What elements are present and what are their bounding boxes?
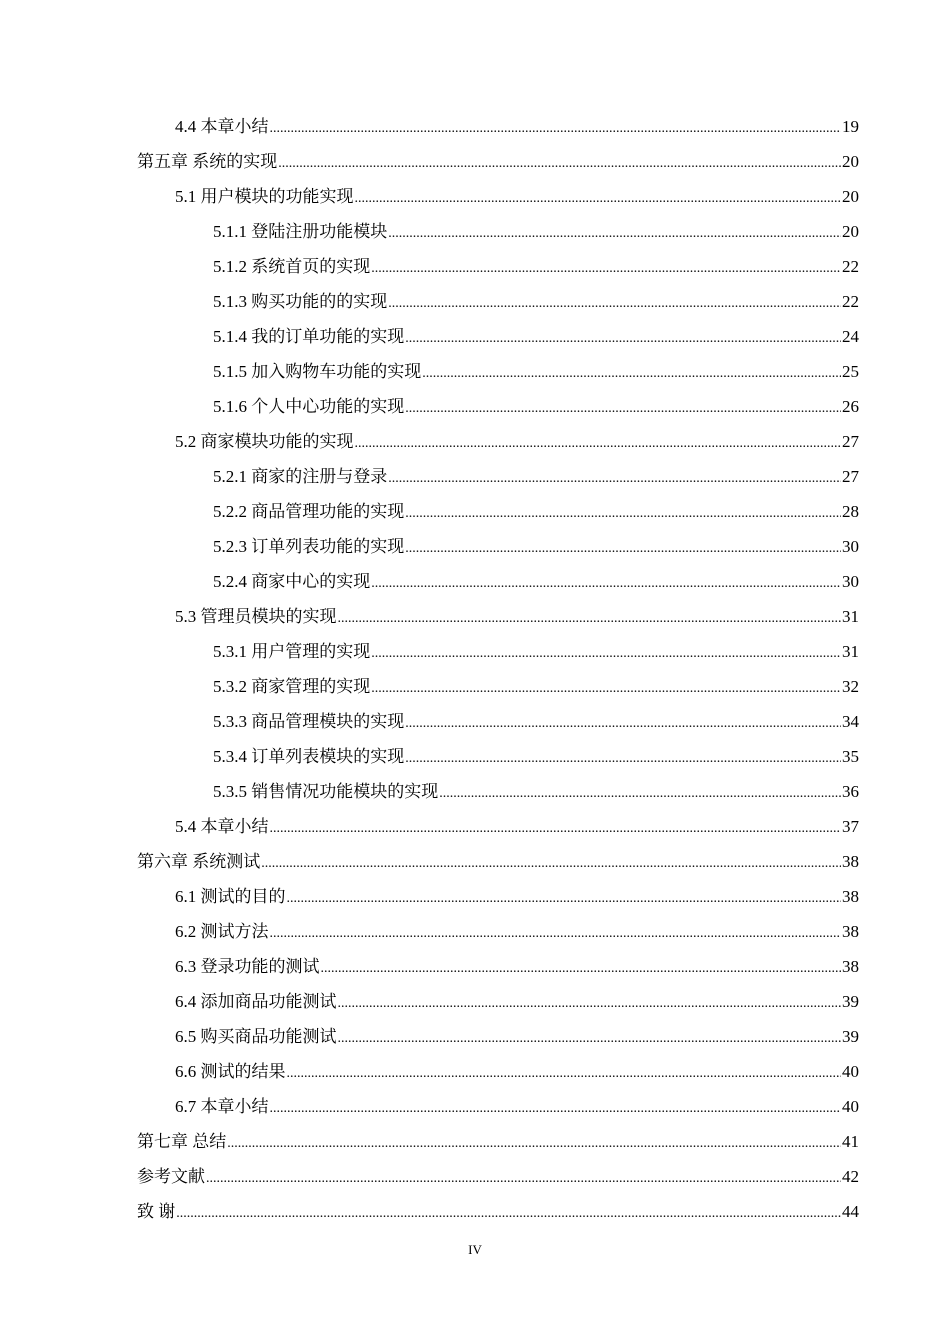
toc-dot-leader <box>405 708 841 738</box>
toc-entry[interactable] <box>137 918 859 953</box>
toc-entry-page: 28 <box>842 502 859 521</box>
toc-entry-title: 5.1 用户模块的功能实现 <box>175 187 354 206</box>
toc-dot-leader <box>388 463 841 493</box>
toc-entry[interactable] <box>137 183 859 218</box>
toc-entry-page: 38 <box>842 922 859 941</box>
toc-entry-title: 5.1.5 加入购物车功能的实现 <box>213 362 422 381</box>
toc-entry[interactable] <box>137 323 859 358</box>
toc-entry[interactable] <box>137 113 859 148</box>
toc-entry[interactable] <box>137 743 859 778</box>
table-of-contents <box>137 113 859 1233</box>
toc-entry[interactable] <box>137 1198 859 1233</box>
toc-entry[interactable] <box>137 1023 859 1058</box>
toc-dot-leader <box>355 183 842 213</box>
toc-dot-leader <box>261 848 841 878</box>
toc-dot-leader <box>405 743 841 773</box>
toc-entry-title: 第五章 系统的实现 <box>137 152 278 171</box>
toc-entry[interactable] <box>137 1058 859 1093</box>
toc-entry-page: 34 <box>842 712 859 731</box>
toc-dot-leader <box>287 1058 842 1088</box>
toc-entry[interactable] <box>137 708 859 743</box>
toc-entry-page: 30 <box>842 572 859 591</box>
toc-entry-title: 5.2.2 商品管理功能的实现 <box>213 502 405 521</box>
toc-entry[interactable] <box>137 1093 859 1128</box>
toc-entry-title: 5.1.6 个人中心功能的实现 <box>213 397 405 416</box>
toc-entry[interactable] <box>137 288 859 323</box>
toc-entry-title: 5.3.5 销售情况功能模块的实现 <box>213 782 439 801</box>
toc-entry[interactable] <box>137 1128 859 1163</box>
toc-entry-title: 5.2 商家模块功能的实现 <box>175 432 354 451</box>
toc-dot-leader <box>439 778 841 808</box>
toc-entry-page: 22 <box>842 257 859 276</box>
toc-entry-page: 32 <box>842 677 859 696</box>
toc-entry-page: 30 <box>842 537 859 556</box>
toc-dot-leader <box>371 673 841 703</box>
toc-dot-leader <box>388 288 841 318</box>
toc-entry[interactable] <box>137 428 859 463</box>
toc-entry-title: 6.6 测试的结果 <box>175 1062 286 1081</box>
toc-entry-page: 35 <box>842 747 859 766</box>
toc-dot-leader <box>371 568 841 598</box>
toc-entry[interactable] <box>137 218 859 253</box>
toc-entry[interactable] <box>137 638 859 673</box>
toc-entry-page: 41 <box>842 1132 859 1151</box>
toc-entry-title: 6.1 测试的目的 <box>175 887 286 906</box>
toc-dot-leader <box>371 638 841 668</box>
toc-entry-title: 6.3 登录功能的测试 <box>175 957 320 976</box>
toc-entry-title: 6.2 测试方法 <box>175 922 269 941</box>
toc-entry[interactable] <box>137 953 859 988</box>
toc-entry-title: 4.4 本章小结 <box>175 117 269 136</box>
toc-entry-page: 37 <box>842 817 859 836</box>
toc-entry-title: 5.3.2 商家管理的实现 <box>213 677 371 696</box>
toc-entry[interactable] <box>137 883 859 918</box>
toc-dot-leader <box>287 883 842 913</box>
toc-entry-title: 参考文献 <box>137 1167 205 1186</box>
toc-dot-leader <box>176 1198 841 1228</box>
toc-entry-title: 5.1.2 系统首页的实现 <box>213 257 371 276</box>
toc-dot-leader <box>270 918 842 948</box>
toc-entry-page: 40 <box>842 1097 859 1116</box>
toc-entry-page: 31 <box>842 642 859 661</box>
toc-dot-leader <box>371 253 841 283</box>
toc-entry[interactable] <box>137 673 859 708</box>
toc-entry-page: 42 <box>842 1167 859 1186</box>
toc-entry-title: 5.4 本章小结 <box>175 817 269 836</box>
toc-entry-page: 19 <box>842 117 859 136</box>
toc-entry-page: 39 <box>842 1027 859 1046</box>
toc-entry[interactable] <box>137 813 859 848</box>
toc-entry-page: 31 <box>842 607 859 626</box>
toc-entry-title: 5.3.1 用户管理的实现 <box>213 642 371 661</box>
toc-entry-page: 40 <box>842 1062 859 1081</box>
toc-dot-leader <box>321 953 842 983</box>
toc-entry-page: 38 <box>842 852 859 871</box>
toc-entry[interactable] <box>137 393 859 428</box>
toc-entry[interactable] <box>137 148 859 183</box>
toc-entry[interactable] <box>137 533 859 568</box>
toc-entry[interactable] <box>137 778 859 813</box>
toc-entry-page: 24 <box>842 327 859 346</box>
toc-dot-leader <box>270 813 842 843</box>
toc-entry-title: 第六章 系统测试 <box>137 852 261 871</box>
toc-entry-title: 5.2.3 订单列表功能的实现 <box>213 537 405 556</box>
toc-entry[interactable] <box>137 568 859 603</box>
toc-entry-title: 5.3.3 商品管理模块的实现 <box>213 712 405 731</box>
toc-dot-leader <box>405 393 841 423</box>
toc-dot-leader <box>206 1163 841 1193</box>
toc-entry-title: 5.3.4 订单列表模块的实现 <box>213 747 405 766</box>
toc-entry[interactable] <box>137 253 859 288</box>
toc-dot-leader <box>405 533 841 563</box>
toc-entry-title: 致 谢 <box>137 1202 176 1221</box>
toc-entry-page: 27 <box>842 467 859 486</box>
toc-dot-leader <box>355 428 842 458</box>
toc-entry-title: 5.1.4 我的订单功能的实现 <box>213 327 405 346</box>
toc-entry-title: 5.2.1 商家的注册与登录 <box>213 467 388 486</box>
toc-entry[interactable] <box>137 1163 859 1198</box>
toc-dot-leader <box>338 988 842 1018</box>
toc-dot-leader <box>270 113 842 143</box>
toc-entry-page: 20 <box>842 222 859 241</box>
toc-dot-leader <box>405 498 841 528</box>
toc-entry-title: 5.1.1 登陆注册功能模块 <box>213 222 388 241</box>
toc-entry-title: 6.5 购买商品功能测试 <box>175 1027 337 1046</box>
toc-dot-leader <box>338 603 842 633</box>
toc-entry-page: 26 <box>842 397 859 416</box>
toc-entry[interactable] <box>137 358 859 393</box>
toc-entry-title: 5.1.3 购买功能的的实现 <box>213 292 388 311</box>
toc-dot-leader <box>405 323 841 353</box>
toc-entry-page: 20 <box>842 187 859 206</box>
toc-entry-page: 38 <box>842 887 859 906</box>
toc-entry[interactable] <box>137 498 859 533</box>
toc-dot-leader <box>278 148 841 178</box>
toc-entry[interactable] <box>137 988 859 1023</box>
toc-dot-leader <box>388 218 841 248</box>
toc-entry-title: 5.3 管理员模块的实现 <box>175 607 337 626</box>
toc-entry-page: 25 <box>842 362 859 381</box>
toc-entry-title: 第七章 总结 <box>137 1132 227 1151</box>
toc-dot-leader <box>338 1023 842 1053</box>
toc-entry-page: 38 <box>842 957 859 976</box>
toc-entry-title: 5.2.4 商家中心的实现 <box>213 572 371 591</box>
toc-entry-page: 44 <box>842 1202 859 1221</box>
toc-entry-title: 6.4 添加商品功能测试 <box>175 992 337 1011</box>
toc-entry[interactable] <box>137 603 859 638</box>
toc-dot-leader <box>270 1093 842 1123</box>
toc-entry-title: 6.7 本章小结 <box>175 1097 269 1116</box>
toc-dot-leader <box>422 358 841 388</box>
toc-dot-leader <box>227 1128 841 1158</box>
toc-entry-page: 20 <box>842 152 859 171</box>
toc-entry-page: 22 <box>842 292 859 311</box>
toc-entry-page: 27 <box>842 432 859 451</box>
toc-entry-page: 39 <box>842 992 859 1011</box>
page-number: IV <box>468 1242 482 1257</box>
toc-entry[interactable] <box>137 848 859 883</box>
toc-entry[interactable] <box>137 463 859 498</box>
toc-entry-page: 36 <box>842 782 859 801</box>
